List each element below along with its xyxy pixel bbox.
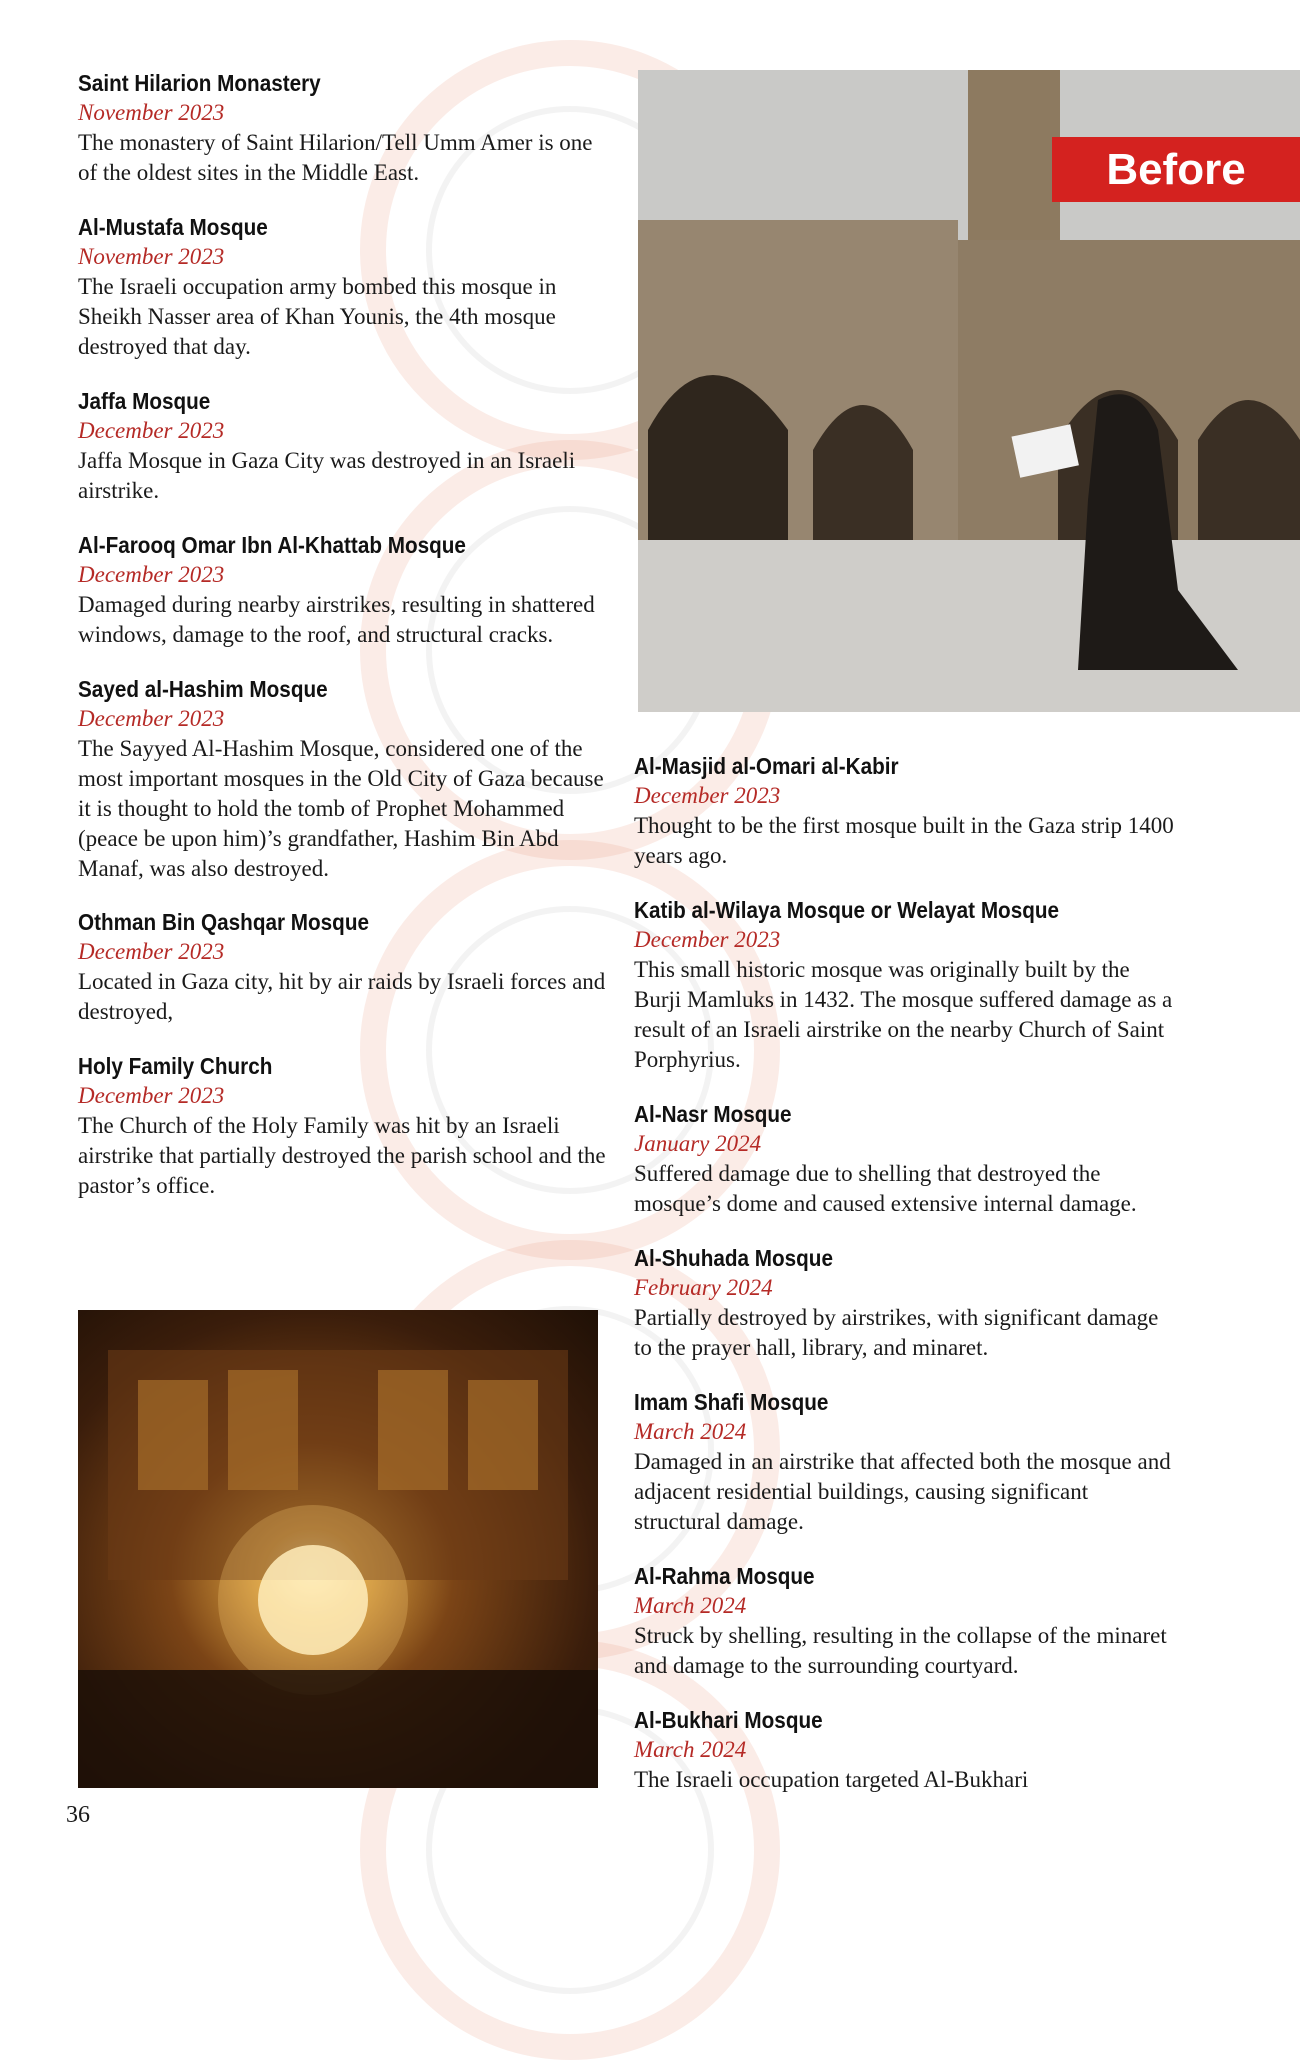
entry-saint-hilarion: [78, 68, 608, 188]
page-number: 36: [66, 1802, 90, 1828]
entry-title: Al-Mustafa Mosque: [78, 214, 268, 240]
entry-al-mustafa: [78, 212, 608, 362]
entry-holy-family-church: [78, 1051, 608, 1201]
entry-al-shuhada: [634, 1243, 1174, 1363]
entry-date: March 2024: [634, 1593, 747, 1618]
entry-title: Al-Nasr Mosque: [634, 1101, 792, 1127]
entry-title: Sayed al-Hashim Mosque: [78, 676, 328, 702]
entry-jaffa: [78, 386, 608, 506]
entry-al-masjid-al-omari: [634, 751, 1174, 871]
entry-date: December 2023: [78, 706, 225, 731]
entry-title: Holy Family Church: [78, 1053, 273, 1079]
entry-description: The Israeli occupation army bombed this mosque in Sheikh Nasser area of Khan Younis, the 4th mosque destroyed that day.: [78, 274, 557, 359]
entry-description: Jaffa Mosque in Gaza City was destroyed in an Israeli airstrike.: [78, 448, 576, 503]
entry-description: The Church of the Holy Family was hit by an Israeli airstrike that partially destroyed the parish school and the pastor’s office.: [78, 1113, 606, 1198]
entry-date: December 2023: [78, 562, 225, 587]
entry-al-bukhari: [634, 1705, 1174, 1795]
entry-date: December 2023: [78, 418, 225, 443]
entry-date: November 2023: [78, 100, 225, 125]
entry-title: Katib al-Wilaya Mosque or Welayat Mosque: [634, 897, 1060, 923]
entry-description: This small historic mosque was originally built by the Burji Mamluks in 1432. The mosque suffered damage as a result of an Israeli airstrike on the nearby Church of Saint Porphyrius.: [634, 957, 1173, 1072]
entry-al-farooq: [78, 530, 618, 650]
entry-al-nasr: [634, 1099, 1174, 1219]
entry-description: Partially destroyed by airstrikes, with significant damage to the prayer hall, library, and minaret.: [634, 1305, 1159, 1360]
entry-description: Struck by shelling, resulting in the collapse of the minaret and damage to the surrounding courtyard.: [634, 1623, 1167, 1678]
entry-description: Damaged during nearby airstrikes, resulting in shattered windows, damage to the roof, and structural cracks.: [78, 592, 595, 647]
entry-description: Suffered damage due to shelling that destroyed the mosque’s dome and caused extensive internal damage.: [634, 1161, 1137, 1216]
entry-description: Located in Gaza city, hit by air raids by Israeli forces and destroyed,: [78, 969, 606, 1024]
entry-title: Imam Shafi Mosque: [634, 1389, 829, 1415]
church-photo-illustration: [78, 1310, 598, 1788]
entry-title: Al-Farooq Omar Ibn Al-Khattab Mosque: [78, 532, 466, 558]
entry-description: Thought to be the first mosque built in the Gaza strip 1400 years ago.: [634, 813, 1174, 868]
entry-date: January 2024: [634, 1131, 762, 1156]
entry-date: February 2024: [634, 1275, 773, 1300]
entry-description: The monastery of Saint Hilarion/Tell Umm Amer is one of the oldest sites in the Middle East.: [78, 130, 593, 185]
entry-sayed-al-hashim: [78, 674, 608, 884]
entry-date: November 2023: [78, 244, 225, 269]
entry-title: Saint Hilarion Monastery: [78, 70, 321, 96]
entry-date: December 2023: [634, 783, 781, 808]
entry-date: December 2023: [78, 1083, 225, 1108]
entry-title: Al-Rahma Mosque: [634, 1563, 815, 1589]
entry-description: Damaged in an airstrike that affected both the mosque and adjacent residential buildings, causing significant structural damage.: [634, 1449, 1171, 1534]
entry-date: December 2023: [634, 927, 781, 952]
entry-title: Othman Bin Qashqar Mosque: [78, 909, 369, 935]
entry-imam-shafi: [634, 1387, 1174, 1537]
entry-al-rahma: [634, 1561, 1174, 1681]
entry-title: Al-Bukhari Mosque: [634, 1707, 823, 1733]
before-label: Before: [1052, 137, 1300, 202]
church-interior-photo: [78, 1310, 598, 1788]
entry-katib-al-wilaya: [634, 895, 1174, 1075]
entry-title: Jaffa Mosque: [78, 388, 211, 414]
entry-date: March 2024: [634, 1419, 747, 1444]
entry-description: The Sayyed Al-Hashim Mosque, considered one of the most important mosques in the Old City of Gaza because it is thought to hold the tomb of Prophet Mohammed (peace be upon him)’s grandfather, Hashim Bin Abd Manaf, was also destroyed.: [78, 736, 604, 881]
entry-title: Al-Masjid al-Omari al-Kabir: [634, 753, 899, 779]
entry-date: March 2024: [634, 1737, 747, 1762]
entry-title: Al-Shuhada Mosque: [634, 1245, 833, 1271]
entry-othman-bin-qashqar: [78, 907, 608, 1027]
entry-date: December 2023: [78, 939, 225, 964]
entry-description: The Israeli occupation targeted Al-Bukhari: [634, 1767, 1029, 1792]
